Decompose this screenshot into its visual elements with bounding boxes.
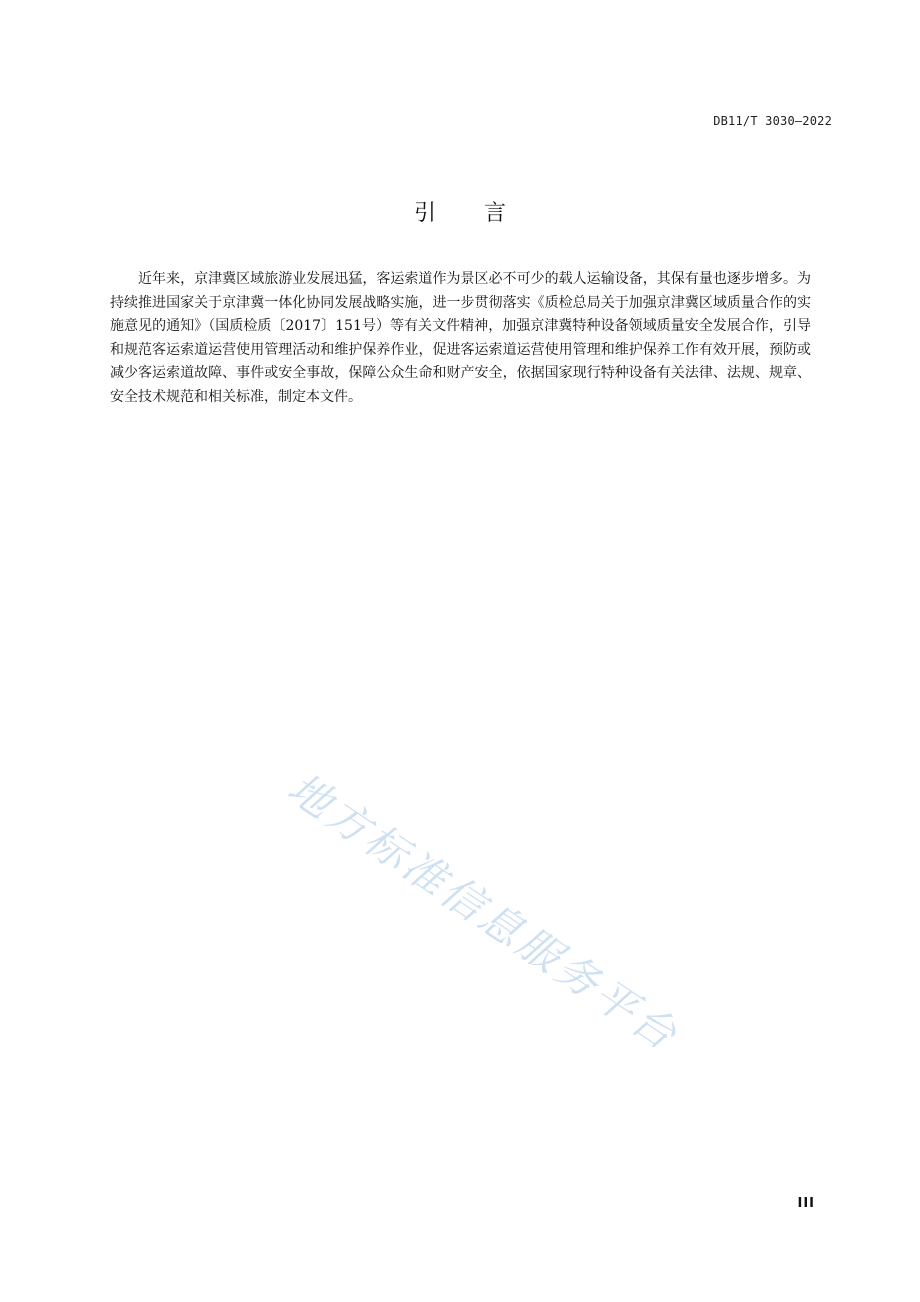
introduction-paragraph: 近年来，京津冀区域旅游业发展迅猛，客运索道作为景区必不可少的载人运输设备，其保有量也逐步增多。为持续推进国家关于京津冀一体化协同发展战略实施，进一步贯彻落实《质检总局关于加强京津冀区域质量合作的实施意见的通知》（国质检质〔2017〕151号）等有关文件精神，加强京津冀特种设备领域质量安全发展合作，引导和规范客运索道运营使用管理活动和维护保养作业，促进客运索道运营使用管理和维护保养工作有效开展，预防或减少客运索道故障、事件或安全事故，保障公众生命和财产安全，依据国家现行特种设备有关法律、法规、规章、安全技术规范和相关标准，制定本文件。	[110, 271, 811, 405]
section-title: 引言	[413, 201, 554, 226]
page-number: III	[797, 1196, 815, 1211]
standard-code: DB11/T 3030—2022	[713, 114, 832, 128]
watermark: 地方标准信息服务平台	[279, 763, 688, 1062]
